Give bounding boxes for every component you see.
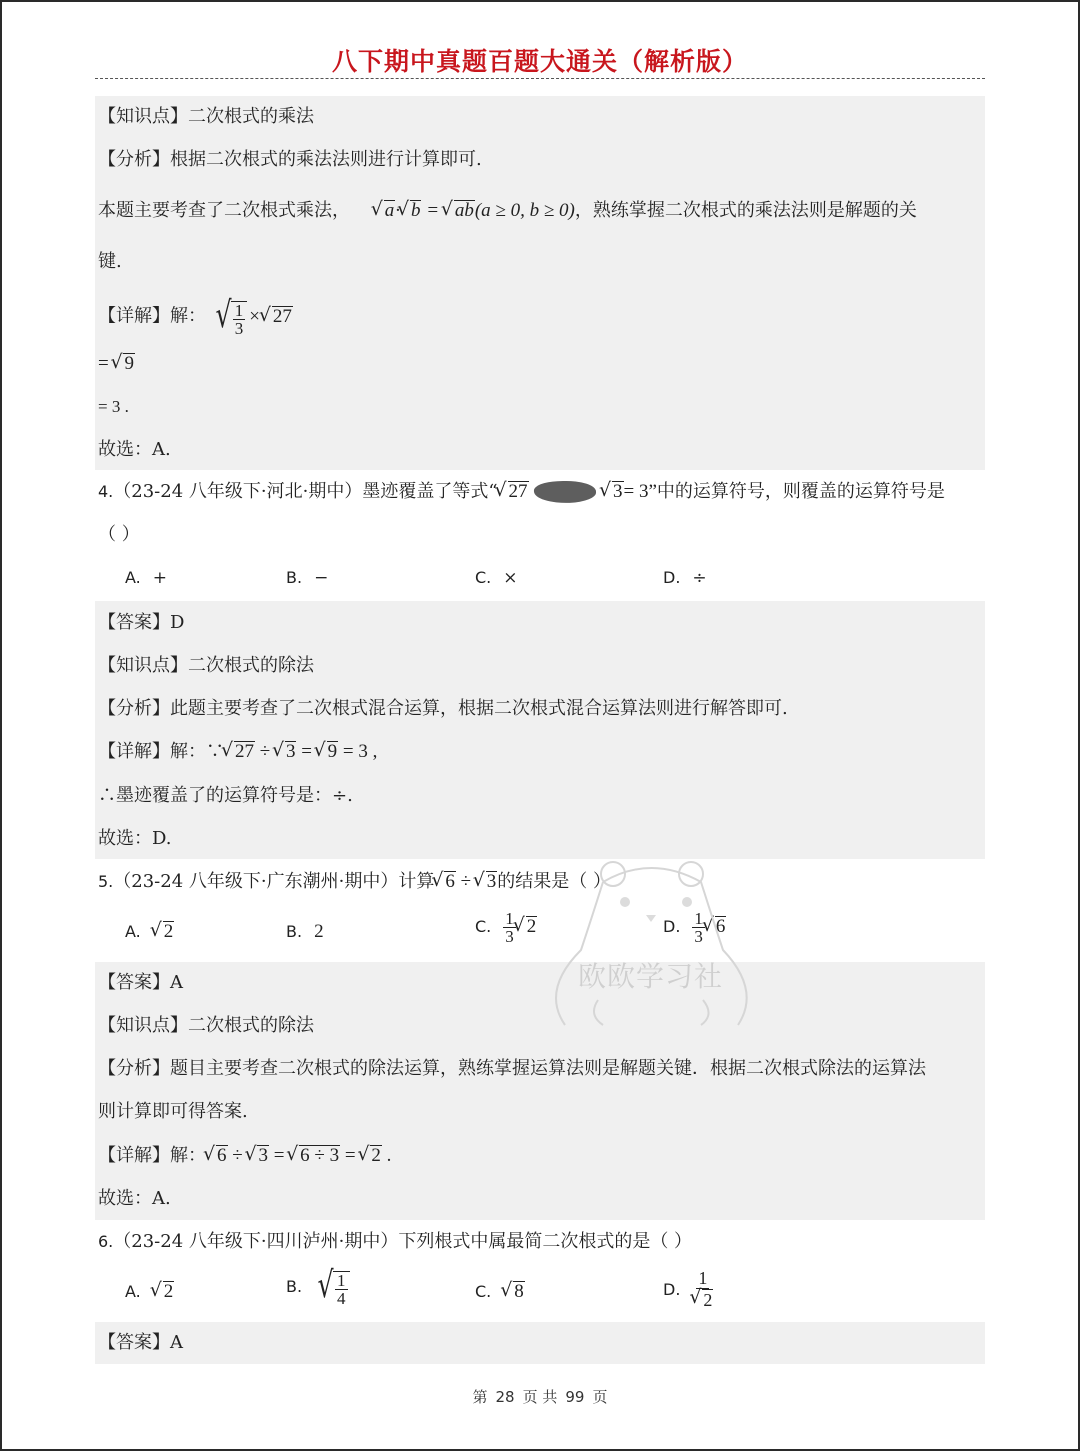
footer-prefix: 第 [472,1388,488,1406]
q4-choice: 故选：D. [98,828,172,849]
total-pages: 99 [565,1388,585,1406]
q4-detail-label: 【详解】解：∵ [98,741,224,762]
q6-source: （23-24 八年级下·四川泸州·期中） [113,1231,399,1252]
q4-stem-prefix: 墨迹覆盖了等式“ [362,481,498,502]
q5-stem-expr: √ 6 ÷ √ 3 [434,871,497,892]
q5-stem-suffix: 的结果是（ ） [497,871,611,892]
q3-detail-label: 【详解】解： [98,305,206,327]
q5-source: （23-24 八年级下·广东潮州·期中） [113,871,399,892]
q6-stem-text: 下列根式中属最简二次根式的是（ ） [398,1231,693,1252]
q6-stem [98,1230,692,1254]
q4-solution-block [95,601,985,859]
q3-choice: 故选：A. [98,439,171,460]
q4-option-d: D. ÷ [663,568,707,588]
q4-detail [98,740,377,764]
q4-analysis: 【分析】此题主要考查了二次根式混合运算，根据二次根式混合运算法则进行解答即可. [98,698,788,719]
q4-option-b: B. − [286,568,329,588]
current-page: 28 [495,1388,515,1406]
q5-analysis: 【分析】题目主要考查二次根式的除法运算，熟练掌握运算法则是解题关键．根据二次根式除法的运算法 [98,1058,926,1079]
footer-middle: 页 共 [522,1388,558,1406]
q5-option-b: B. 2 [286,921,324,942]
q4-conclusion: ∴墨迹覆盖了的运算符号是：÷. [98,785,353,806]
q3-note-suffix: ，熟练掌握二次根式的乘法法则是解题的关 [574,200,917,221]
q6-option-a: A. √ 2 [125,1281,174,1303]
q3-note-prefix: 本题主要考查了二次根式乘法， [98,200,350,221]
q5-stem-prefix: 计算 [398,871,435,892]
q6-solution-block [95,1322,985,1364]
q3-note-formula: √ a· √ b = √ ab(a ≥ 0, b ≥ 0) [374,200,575,221]
q5-option-a: A. √ 2 [125,921,174,943]
q4-answer: 【答案】D [98,612,185,633]
watermark-text: 欧欧学习社 [578,960,724,993]
q6-option-b: B. √ $\frac{1}{4}$ [286,1266,350,1307]
q5-number: 5. [98,872,114,891]
q4-expr-eq: = 3” [623,481,657,502]
q4-stem-suffix: 中的运算符号，则覆盖的运算符号是 [656,481,945,502]
ink-blot [534,480,597,504]
q6-option-d: D. 1 √ 2 [663,1268,713,1310]
q3-note [98,199,917,223]
title-divider [95,78,985,79]
q4-option-a: A. + [125,568,167,588]
q3-note-cont: 键. [98,251,122,272]
q5-option-d: D. $\frac{1}{3}$ √ 6 [663,910,726,945]
q5-detail [98,1144,391,1168]
q5-detail-expr: √ 6 ÷ √ 3 = √ 6 ÷ 3 = √ 2 . [206,1145,391,1166]
footer-suffix: 页 [592,1388,608,1406]
q3-step1: = √ 9 [98,352,135,376]
q3-analysis: 【分析】根据二次根式的乘法法则进行计算即可. [98,149,482,170]
q5-stem [98,870,611,894]
q4-source: （23-24 八年级下·河北·期中） [113,481,363,502]
q3-detail-expr: √ $\frac{1}{3}$ × √ 27 [212,296,293,337]
q3-step2: = 3 . [98,397,129,416]
q6-answer: 【答案】A [98,1332,183,1353]
q6-option-c: C. √ 8 [475,1281,525,1303]
q4-detail-expr: √ 27 ÷ √ 3 = √ 9 = 3 , [224,741,377,762]
q5-analysis-cont: 则计算即可得答案. [98,1101,248,1122]
q4-knowledge: 【知识点】二次根式的除法 [98,655,314,676]
q3-knowledge: 【知识点】二次根式的乘法 [98,106,314,127]
q5-answer: 【答案】A [98,972,183,993]
q4-option-c: C. × [475,568,518,588]
q5-option-c: C. $\frac{1}{3}$ √ 2 [475,910,537,945]
page-title: 八下期中真题百题大通关（解析版） [331,47,748,76]
page-footer [0,1386,1080,1407]
q5-solution-block [95,962,985,1220]
q6-number: 6. [98,1232,114,1251]
q4-expr-left: √ 27 [498,480,529,504]
q3-detail [98,296,293,337]
q4-blank: （ ） [98,524,140,545]
q4-expr-right: √ 3 [602,480,624,504]
q5-knowledge: 【知识点】二次根式的除法 [98,1015,314,1036]
q5-choice: 故选：A. [98,1188,171,1209]
q4-stem [98,480,945,504]
q5-detail-label: 【详解】解： [98,1145,206,1166]
q4-number: 4. [98,482,114,501]
